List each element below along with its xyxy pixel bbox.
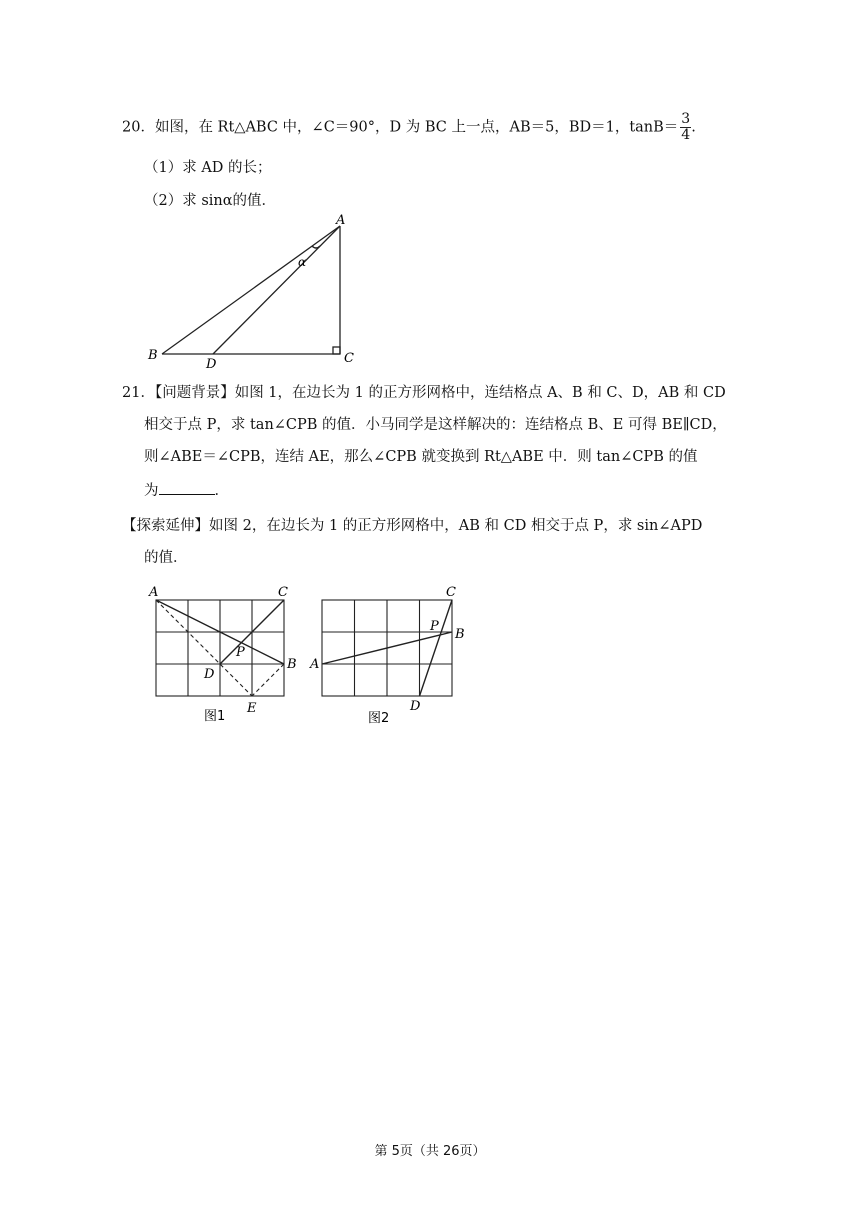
page-footer: 第 5页（共 26页） (374, 1144, 486, 1159)
fig2-label-D: D (410, 699, 421, 714)
q21-line4-end: ． (214, 483, 229, 499)
fig2-label-B: B (455, 627, 465, 642)
fraction-numerator: 3 (681, 111, 691, 127)
q21-extension-end: 的值． (144, 550, 188, 566)
tanB-fraction (680, 112, 691, 143)
q20-triangle-figure (140, 212, 370, 372)
label-A: A (336, 213, 346, 228)
label-D: D (206, 357, 217, 372)
q20-stem-text: 20．如图，在 Rt△ABC 中，∠C＝90°，D 为 BC 上一点，AB＝5，BD＝1，tanB＝ (122, 119, 679, 136)
answer-blank (159, 480, 215, 495)
label-C: C (344, 351, 354, 366)
fig1-label-E: E (247, 701, 257, 716)
fig2-caption: 图2 (368, 711, 390, 726)
fig2-label-P: P (430, 619, 439, 634)
fig2-label-A: A (310, 657, 320, 672)
q20-stem-end: . (691, 119, 696, 136)
fig1-label-P: P (236, 645, 245, 660)
q21-figure1 (140, 580, 310, 730)
q20-part1: （1）求 AD 的长； (144, 160, 272, 176)
fig1-label-D: D (204, 667, 215, 682)
fig1-label-C: C (278, 585, 288, 600)
label-alpha: α (298, 255, 307, 269)
q21-line3: 则∠ABE＝∠CPB，连结 AE，那么∠CPB 就变换到 Rt△ABE 中．则 tan∠CPB 的值 (144, 449, 698, 465)
q21-line4-text: 为 (144, 483, 159, 499)
fig2-label-C: C (446, 585, 456, 600)
fraction-denominator: 4 (681, 127, 691, 143)
q20-part2: （2）求 sinα的值． (144, 193, 277, 209)
fig1-caption: 图1 (204, 709, 226, 724)
fig1-label-A: A (149, 585, 159, 600)
label-B: B (148, 348, 158, 363)
q21-line2: 相交于点 P，求 tan∠CPB 的值．小马同学是这样解决的：连结格点 B、E 可得 BE∥CD， (144, 417, 727, 433)
q21-line4 (144, 480, 229, 501)
q21-extension: 【探索延伸】如图 2，在边长为 1 的正方形网格中，AB 和 CD 相交于点 P，求 sin∠APD (122, 518, 703, 534)
q21-line1: 21．【问题背景】如图 1，在边长为 1 的正方形网格中，连结格点 A、B 和 C、D，AB 和 CD (122, 385, 726, 401)
q20-stem (122, 112, 696, 143)
fig1-label-B: B (287, 657, 297, 672)
q21-figure2 (306, 580, 476, 730)
